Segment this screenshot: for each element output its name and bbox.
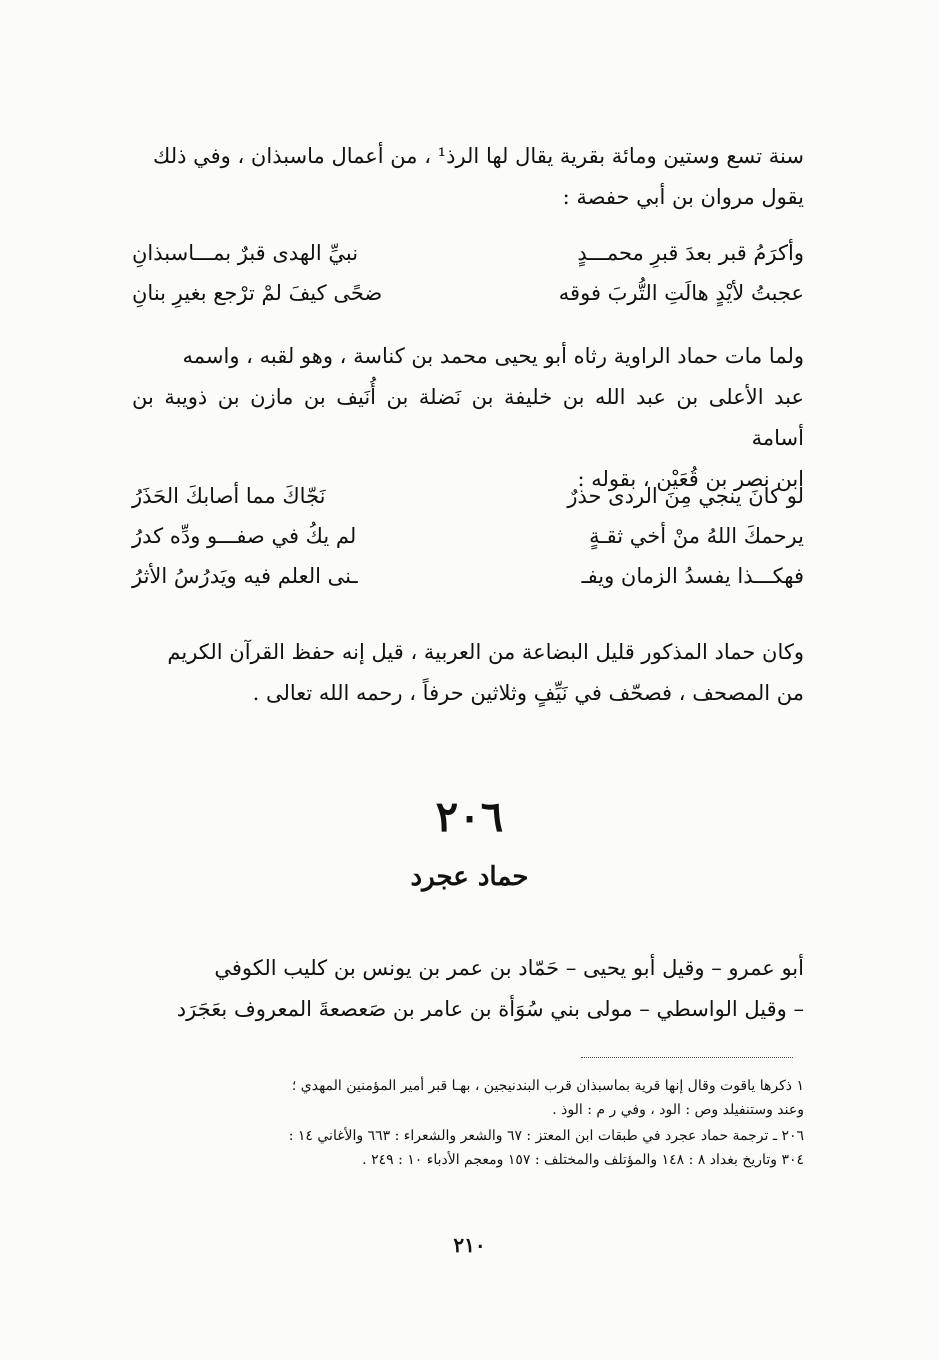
verse-first-hemistich: عجبتُ لأيْدٍ هالَتِ التُّربَ فوقه (558, 281, 804, 305)
verse (132, 233, 804, 273)
opening-paragraph (132, 136, 804, 218)
verse-second-hemistich: لم يكُ في صفـــو ودِّه كدرُ (132, 524, 357, 548)
verse-first-hemistich: وأكرَمُ قبر بعدَ قبرِ محمـــدٍ (577, 241, 804, 265)
third-paragraph (132, 632, 804, 714)
entry-paragraph (132, 948, 804, 1030)
footnote-line: وعند وستنفيلد وص : الود ، وفي ر م : الوذ . (552, 1102, 804, 1118)
text-line: من المصحف ، فصحّف في نَيِّفٍ وثلاثين حرفاً ، رحمه الله تعالى . (252, 681, 804, 705)
verse (132, 273, 804, 313)
entry-title: حماد عجرد (410, 862, 529, 892)
text-line: ولما مات حماد الراوية رثاه أبو يحيى محمد بن كناسة ، وهو لقبه ، واسمه (182, 344, 804, 368)
verse-first-hemistich: لو كانَ ينجي مِنَ الردى حذرٌ (567, 484, 804, 508)
verse-second-hemistich: ضحًى كيفَ لمْ ترْجع بغيرِ بنانِ (132, 281, 383, 305)
verse-first-hemistich: يرحمكَ اللهُ منْ أخي ثقـةٍ (589, 524, 804, 548)
verse-second-hemistich: نَجّاكَ مما أصابكَ الحَذَرُ (132, 484, 326, 508)
verse (132, 476, 804, 516)
text-line: يقول مروان بن أبي حفصة : (562, 185, 804, 209)
verse-second-hemistich: ـنى العلم فيه ويَدرُسُ الأثرُ (132, 564, 358, 588)
footnote (132, 1074, 804, 1122)
verse (132, 516, 804, 556)
text-line: أبو عمرو – وقيل أبو يحيى – حَمّاد بن عمر بن يونس بن كليب الكوفي (214, 956, 804, 980)
text-line: سنة تسع وستين ومائة بقرية يقال لها الرذ¹ ، من أعمال ماسبذان ، وفي ذلك (153, 144, 804, 168)
verse-second-hemistich: نبيِّ الهدى قبرٌ بمـــاسبذانِ (132, 241, 359, 265)
footnotes (132, 1074, 804, 1174)
entry-number: ٢٠٦ (435, 792, 504, 841)
poem-marwan (132, 233, 804, 313)
footnote-line: ٢٠٦ ـ ترجمة حماد عجرد في طبقات ابن المعتز : ٦٧ والشعر والشعراء : ٦٦٣ والأغاني ١٤ : (288, 1128, 804, 1144)
poem-ibn-kunasa (132, 476, 804, 596)
footnote-line: ١ ذكرها ياقوت وقال إنها قرية بماسبذان قرب البندنيجين ، بهـا قبر أمير المؤمنين المهدي ؛ (291, 1078, 804, 1094)
text-line: – وقيل الواسطي – مولى بني سُوَأة بن عامر بن صَعصعةَ المعروف بعَجَرَد (176, 997, 804, 1021)
footnote-separator (581, 1057, 793, 1058)
text-line: عبد الأعلى بن عبد الله بن خليفة بن نَضلة بن أُنَيف بن مازن بن ذويبة بن أسامة (132, 385, 804, 450)
text-line: ابن نصر بن قُعَيْن ، بقوله : (577, 467, 804, 491)
footnote (132, 1124, 804, 1172)
verse-first-hemistich: فهكـــذا يفسدُ الزمان ويفـ (581, 564, 804, 588)
page-number: ٢١٠ (453, 1233, 486, 1257)
verse (132, 556, 804, 596)
footnote-line: ٣٠٤ وتاريخ بغداد ٨ : ١٤٨ والمؤتلف والمختلف : ١٥٧ ومعجم الأدباء ١٠ : ٢٤٩ . (362, 1152, 804, 1168)
text-line: وكان حماد المذكور قليل البضاعة من العربية ، قيل إنه حفظ القرآن الكريم (167, 640, 804, 664)
